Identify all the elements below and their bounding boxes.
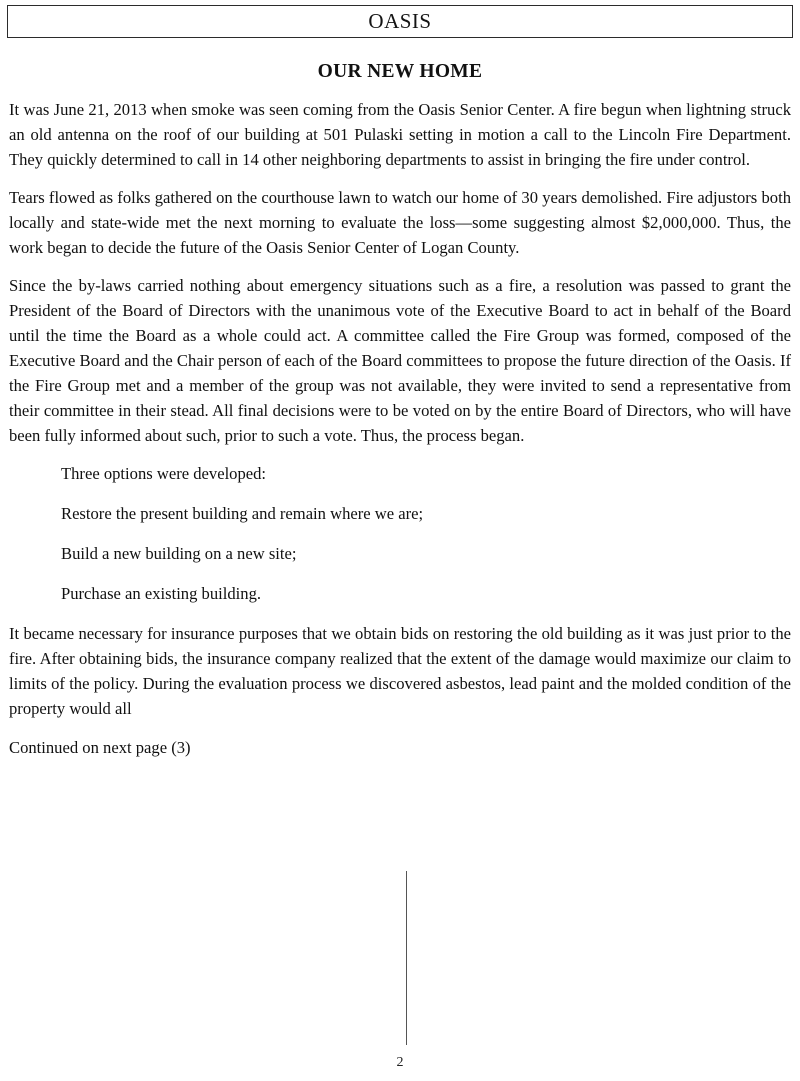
masthead-title: OASIS: [368, 9, 432, 33]
options-intro: Three options were developed:: [61, 464, 267, 483]
continued-note: Continued on next page (3): [9, 738, 191, 757]
paragraph-fire-group: Since the by-laws carried nothing about emergency situations such as a fire, a resolution was passed to grant the President of the Board of Directors with the unanimous vote of the Executive Board to act in behalf of the Board until the time the Board as a whole could act. A committee called the Fire Group was formed, composed of the Executive Board and the Chair person of each of the Board committees to propose the future direction of the Oasis. If the Fire Group met and a member of the group was not available, they were invited to send a representative from their committee in their stead. All final decisions were to be voted on by the entire Board of Directors, who will have been fully informed about such, prior to such a vote. Thus, the process began.: [9, 276, 791, 445]
page-number: 2: [396, 1055, 404, 1070]
option-restore: Restore the present building and remain where we are;: [61, 504, 424, 523]
column-divider-line: [406, 871, 407, 1045]
article-title: OUR NEW HOME: [317, 61, 483, 82]
page-footer: [0, 1055, 800, 1071]
paragraph-demolition: Tears flowed as folks gathered on the courthouse lawn to watch our home of 30 years demolished. Fire adjustors both locally and state-wide met the next morning to evaluate the loss—some suggesting almost $2,000,000. Thus, the work began to decide the future of the Oasis Senior Center of Logan County.: [9, 188, 791, 257]
newsletter-page: [0, 5, 800, 1081]
option-build-new: Build a new building on a new site;: [61, 544, 297, 563]
paragraph-insurance: It became necessary for insurance purposes that we obtain bids on restoring the old building as it was just prior to the fire. After obtaining bids, the insurance company realized that the extent of the damage would maximize our claim to limits of the policy. During the evaluation process we discovered asbestos, lead paint and the molded condition of the property would all: [9, 624, 791, 718]
article-body: [0, 59, 800, 760]
masthead-box: [7, 5, 793, 38]
option-purchase: Purchase an existing building.: [61, 584, 262, 603]
paragraph-fire-start: It was June 21, 2013 when smoke was seen coming from the Oasis Senior Center. A fire begun when lightning struck an old antenna on the roof of our building at 501 Pulaski setting in motion a call to the Lincoln Fire Department. They quickly determined to call in 14 other neighboring departments to assist in bringing the fire under control.: [9, 100, 791, 169]
